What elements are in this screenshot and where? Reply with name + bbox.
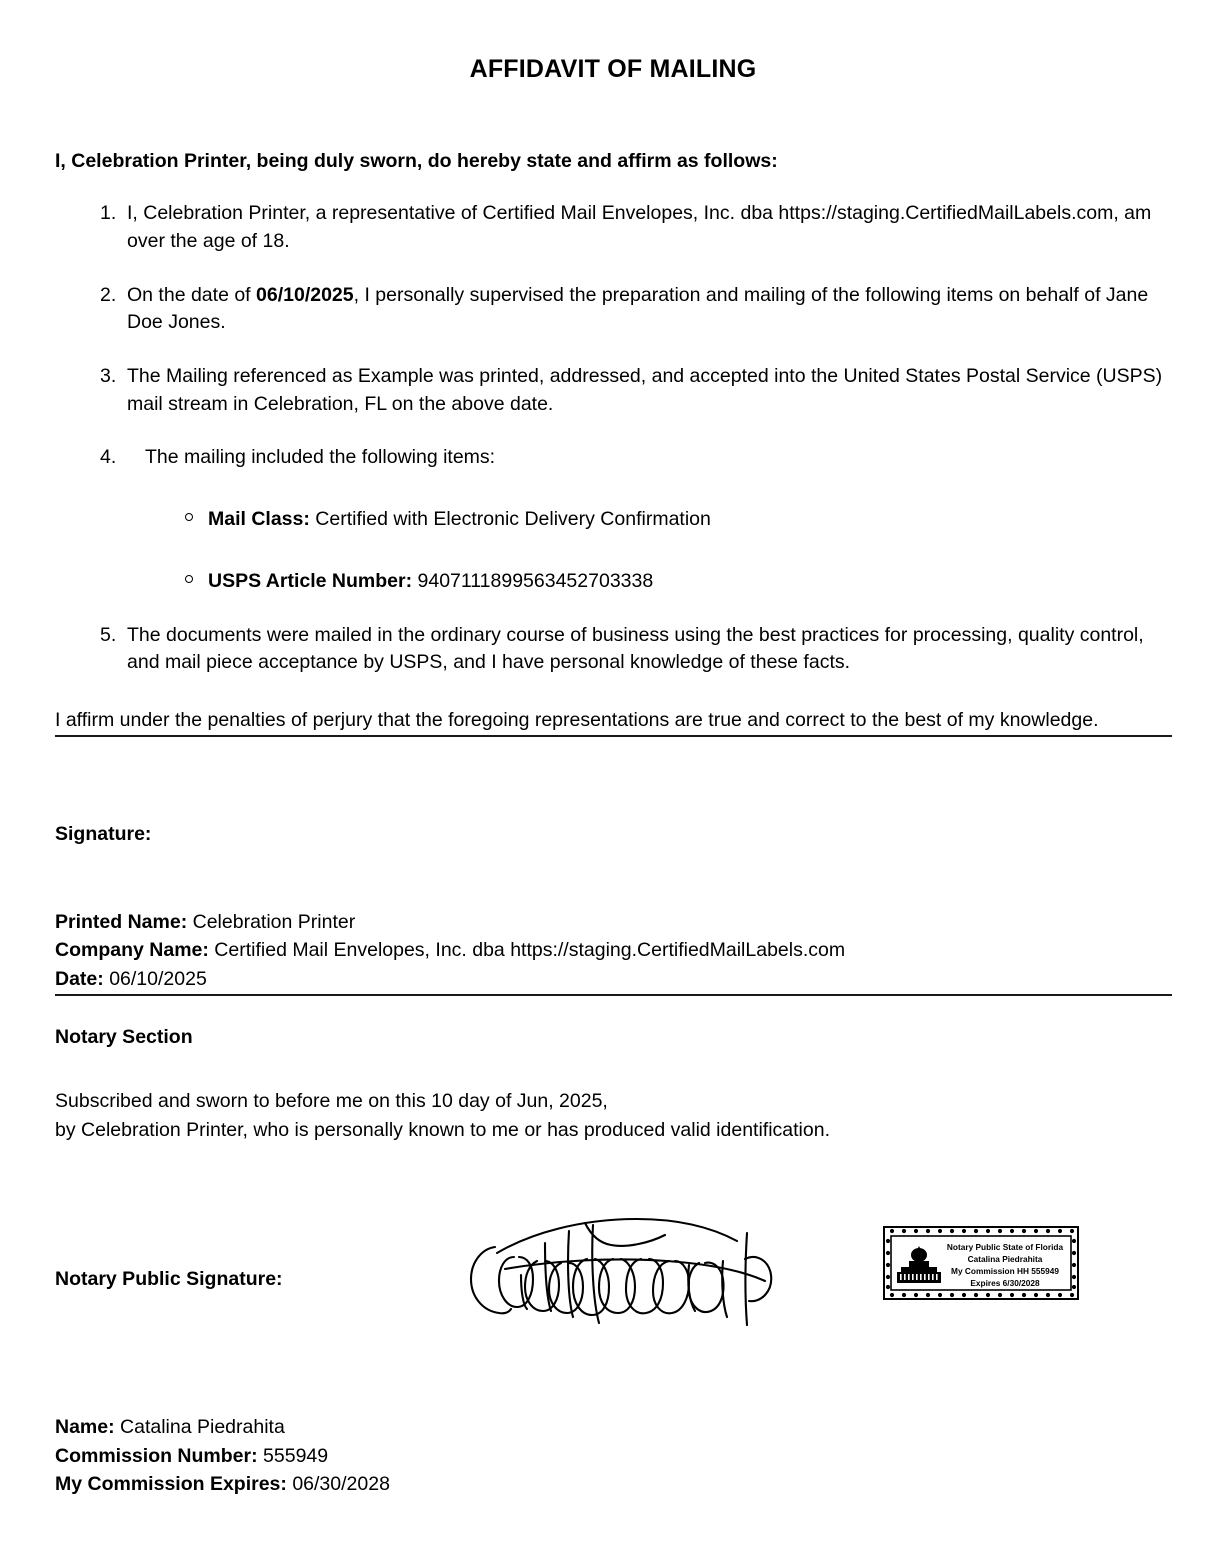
printed-name-value: Celebration Printer [192, 910, 356, 933]
mailing-items-list [145, 506, 1172, 595]
claim-item-4 [55, 444, 1172, 595]
notary-section-heading: Notary Section [55, 1025, 193, 1048]
notary-commission-number-label: Commission Number: [55, 1444, 258, 1467]
stamp-line-1: Notary Public State of Florida [946, 1242, 1064, 1253]
claim-item-5 [55, 622, 1172, 677]
signer-date-value: 06/10/2025 [109, 967, 207, 990]
company-name-value: Certified Mail Envelopes, Inc. dba https://staging.CertifiedMailLabels.com [214, 939, 846, 962]
claim-item-3 [55, 363, 1172, 418]
notary-sworn-line-1: Subscribed and sworn to before me on this 10 day of Jun, 2025, [55, 1089, 608, 1112]
claim-mailing-date: 06/10/2025 [256, 283, 354, 306]
divider-above-notary-section [55, 994, 1172, 996]
claim-text-3: The Mailing referenced as Example was printed, addressed, and accepted into the United States Postal Service (USPS) mail stream in Celebration, FL on the above date. [127, 365, 1163, 415]
usps-article-number-value: 9407111899563452703338 [417, 569, 654, 592]
claim-item-1 [55, 200, 1172, 255]
claim-text-5: The documents were mailed in the ordinary course of business using the best practices for processing, quality control, and mail piece acceptance by USPS, and I have personal knowledge of these facts. [127, 623, 1144, 674]
claim-marker-1: 1. [100, 202, 117, 225]
affirmation-paragraph: I affirm under the penalties of perjury that the foregoing representations are true and correct to the best of my knowledge. [55, 708, 1099, 731]
notary-name-value: Catalina Piedrahita [120, 1416, 285, 1439]
notary-sworn-statement [55, 1087, 1172, 1146]
claim-marker-4: 4. [100, 446, 117, 469]
notary-commission-expires-value: 06/30/2028 [292, 1473, 390, 1496]
signature-label: Signature: [55, 822, 152, 845]
signer-details-block [55, 908, 1172, 994]
notary-signature-label: Notary Public Signature: [55, 1268, 283, 1291]
notary-sworn-line-2: by Celebration Printer, who is personally known to me or has produced valid identification. [55, 1118, 831, 1141]
divider-above-signature [55, 735, 1172, 737]
signer-date-label: Date: [55, 967, 104, 990]
mail-class-label: Mail Class: [208, 508, 310, 531]
company-name-row [55, 936, 1172, 965]
printed-name-label: Printed Name: [55, 910, 188, 933]
circle-bullet-icon [185, 575, 193, 583]
mail-class-value: Certified with Electronic Delivery Confirmation [315, 508, 711, 531]
notary-signature-row [55, 1221, 1172, 1341]
notary-name-row [55, 1413, 1172, 1442]
claim-marker-3: 3. [100, 365, 117, 388]
claim-marker-2: 2. [100, 283, 117, 306]
document-body [0, 148, 1226, 1499]
printed-name-row [55, 908, 1172, 937]
circle-bullet-icon [185, 513, 193, 521]
claim-marker-5: 5. [100, 623, 117, 646]
claim-text-2-prefix: On the date of [127, 283, 257, 306]
stamp-line-3: My Commission HH 555949 [951, 1266, 1059, 1277]
affidavit-intro-statement: I, Celebration Printer, being duly sworn, do hereby state and affirm as follows: [55, 150, 778, 172]
claim-text-1: I, Celebration Printer, a representative of Certified Mail Envelopes, Inc. dba https://staging.CertifiedMailLabels.com, am over the age of 18. [127, 202, 1152, 252]
company-name-label: Company Name: [55, 939, 209, 962]
mailing-item-usps-article-number [145, 568, 1172, 596]
claims-list [55, 200, 1172, 677]
notary-name-label: Name: [55, 1416, 115, 1439]
stamp-line-4: Expires 6/30/2028 [970, 1278, 1040, 1289]
page-title: AFFIDAVIT OF MAILING [469, 55, 757, 83]
mailing-item-mail-class [145, 506, 1172, 534]
notary-details-block [55, 1413, 1172, 1499]
notary-public-stamp-image [883, 1226, 1079, 1300]
notary-commission-number-row [55, 1442, 1172, 1471]
notary-handwritten-signature-image [461, 1213, 781, 1338]
claim-text-4: The mailing included the following items: [145, 446, 496, 469]
usps-article-number-label: USPS Article Number: [208, 569, 413, 592]
notary-commission-number-value: 555949 [263, 1444, 329, 1467]
claim-item-2 [55, 282, 1172, 337]
notary-commission-expires-label: My Commission Expires: [55, 1473, 287, 1496]
stamp-line-2: Catalina Piedrahita [967, 1254, 1043, 1265]
signer-date-row [55, 965, 1172, 994]
claim-text-2-suffix: , I personally supervised the preparation and mailing of the following items on behalf of Jane Doe Jones. [127, 283, 1149, 334]
notary-commission-expires-row [55, 1470, 1172, 1499]
